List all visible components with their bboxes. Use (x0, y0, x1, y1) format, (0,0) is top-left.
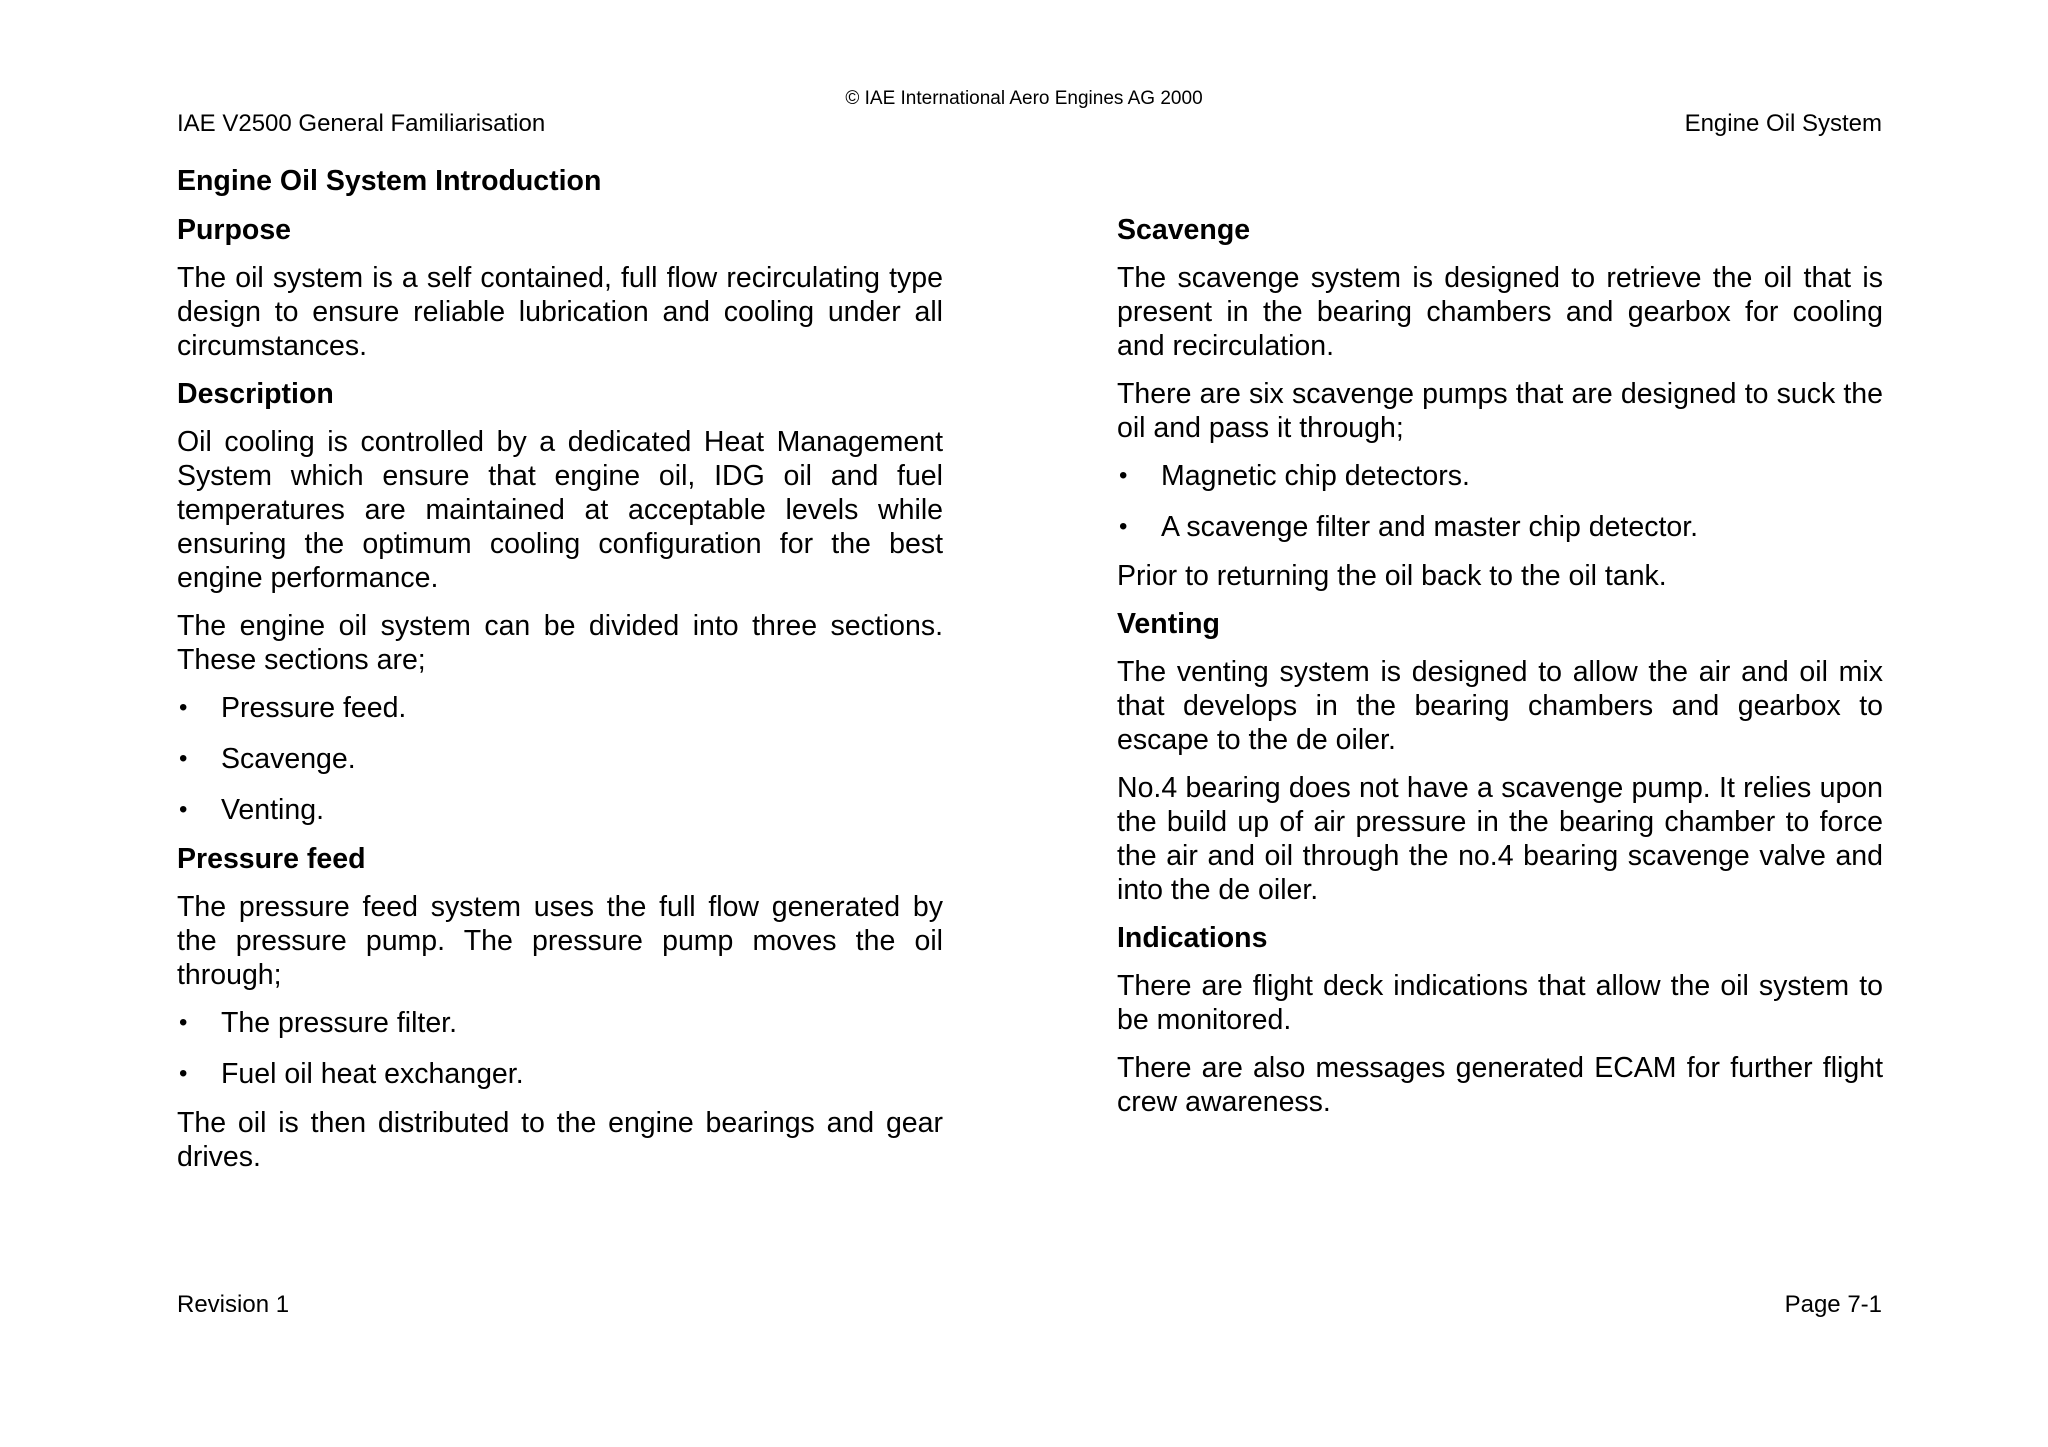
bullet-icon: • (1119, 462, 1128, 489)
sections-list (177, 691, 943, 827)
purpose-paragraph: The oil system is a self contained, full flow recirculating type design to ensure reliable lubrication and cooling under all circumstances. (177, 262, 943, 362)
list-item-text: Magnetic chip detectors. (1161, 460, 1470, 492)
indications-paragraph-2: There are also messages generated ECAM for further flight crew awareness. (1117, 1052, 1883, 1118)
list-item-text: Pressure feed. (221, 692, 407, 724)
bullet-icon: • (1119, 513, 1128, 540)
venting-paragraph-2: No.4 bearing does not have a scavenge pump. It relies upon the build up of air pressure in the bearing chamber to force the air and oil through the no.4 bearing scavenge valve and into the de oiler. (1117, 772, 1883, 906)
footer-revision: Revision 1 (177, 1291, 290, 1318)
bullet-icon: • (179, 1060, 188, 1087)
left-column (177, 164, 943, 1188)
footer-page-number: Page 7-1 (1784, 1291, 1882, 1318)
page-title: Engine Oil System Introduction (177, 165, 602, 197)
header-document-title: IAE V2500 General Familiarisation (177, 110, 546, 137)
description-paragraph-2: The engine oil system can be divided into three sections. These sections are; (177, 610, 943, 676)
scavenge-list (1117, 459, 1883, 544)
indications-paragraph-1: There are flight deck indications that allow the oil system to be monitored. (1117, 970, 1883, 1036)
venting-paragraph-1: The venting system is designed to allow the air and oil mix that develops in the bearing chambers and gearbox to escape to the de oiler. (1117, 656, 1883, 756)
bullet-icon: • (179, 745, 188, 772)
list-item (177, 1057, 943, 1091)
scavenge-heading: Scavenge (1117, 214, 1251, 246)
venting-heading: Venting (1117, 608, 1220, 640)
list-item-text: Venting. (221, 794, 325, 826)
pressure-feed-heading: Pressure feed (177, 843, 366, 875)
list-item (177, 742, 943, 776)
scavenge-paragraph-1: The scavenge system is designed to retrieve the oil that is present in the bearing chambers and gearbox for cooling and recirculation. (1117, 262, 1883, 362)
right-column (1117, 213, 1883, 1133)
pressure-feed-list (177, 1006, 943, 1091)
bullet-icon: • (179, 694, 188, 721)
pressure-feed-paragraph-2: The oil is then distributed to the engine bearings and gear drives. (177, 1107, 943, 1173)
pressure-feed-paragraph-1: The pressure feed system uses the full flow generated by the pressure pump. The pressure pump moves the oil through; (177, 891, 943, 991)
bullet-icon: • (179, 1009, 188, 1036)
header-chapter-title: Engine Oil System (1684, 110, 1882, 137)
list-item-text: The pressure filter. (221, 1007, 458, 1039)
copyright-notice: © IAE International Aero Engines AG 2000 (845, 88, 1203, 109)
list-item (177, 691, 943, 725)
scavenge-paragraph-2: There are six scavenge pumps that are designed to suck the oil and pass it through; (1117, 378, 1883, 444)
list-item-text: Fuel oil heat exchanger. (221, 1058, 524, 1090)
purpose-heading: Purpose (177, 214, 292, 246)
description-heading: Description (177, 378, 334, 410)
list-item-text: A scavenge filter and master chip detector. (1161, 511, 1699, 543)
description-paragraph-1: Oil cooling is controlled by a dedicated Heat Management System which ensure that engine oil, IDG oil and fuel temperatures are maintained at acceptable levels while ensuring the optimum cooling configuration for the best engine performance. (177, 426, 943, 594)
list-item (177, 1006, 943, 1040)
bullet-icon: • (179, 796, 188, 823)
list-item (1117, 459, 1883, 493)
indications-heading: Indications (1117, 922, 1268, 954)
list-item-text: Scavenge. (221, 743, 356, 775)
list-item (177, 793, 943, 827)
scavenge-paragraph-3: Prior to returning the oil back to the oil tank. (1117, 560, 1667, 592)
list-item (1117, 510, 1883, 544)
